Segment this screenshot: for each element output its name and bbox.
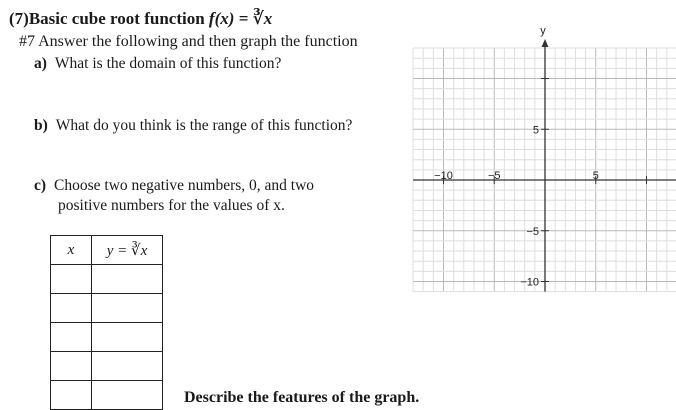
x-tick-label: −5 xyxy=(487,170,501,182)
table-cell-y[interactable] xyxy=(92,352,163,381)
y-tick-label: 5 xyxy=(532,124,539,137)
table-cell-x[interactable] xyxy=(51,265,92,294)
question-c-letter: c) xyxy=(34,177,47,194)
question-a xyxy=(34,55,281,73)
y-axis-label: y xyxy=(540,25,546,38)
tick-labels xyxy=(434,25,599,288)
table-header-y: y = ∛x xyxy=(92,236,163,265)
coordinate-grid[interactable] xyxy=(412,24,676,296)
table-cell-y[interactable] xyxy=(92,294,163,323)
table-cell-x[interactable] xyxy=(51,294,92,323)
y-tick-label: −10 xyxy=(520,276,539,289)
question-c-line2: positive numbers for the values of x. xyxy=(58,197,285,214)
x-tick-label: 5 xyxy=(592,170,599,182)
table-cell-x[interactable] xyxy=(51,323,92,352)
describe-prompt: Describe the features of the graph. xyxy=(184,389,420,406)
title-formula: f(x) = ∛x xyxy=(208,9,273,28)
table-cell-y[interactable] xyxy=(92,323,163,352)
title-text: Basic cube root function xyxy=(28,9,209,28)
question-c xyxy=(34,177,314,195)
table-cell-x[interactable] xyxy=(51,381,92,410)
table-cell-x[interactable] xyxy=(51,352,92,381)
question-b xyxy=(34,117,352,135)
question-b-letter: b) xyxy=(34,117,48,134)
values-table xyxy=(50,235,163,410)
table-row xyxy=(51,265,163,294)
table-cell-y[interactable] xyxy=(92,265,163,294)
y-axis-arrow-icon xyxy=(542,39,549,47)
instruction: #7 Answer the following and then graph the function xyxy=(19,33,358,50)
table-header-x: x xyxy=(51,236,92,265)
table-header-row xyxy=(51,236,163,265)
question-a-text: What is the domain of this function? xyxy=(54,55,282,72)
question-c-text: Choose two negative numbers, 0, and two xyxy=(54,177,315,194)
section-title xyxy=(9,9,272,29)
table-row xyxy=(51,352,163,381)
table-row xyxy=(51,323,163,352)
question-b-text: What do you think is the range of this function? xyxy=(55,117,353,134)
table-row xyxy=(51,294,163,323)
y-tick-label: −5 xyxy=(526,225,539,238)
table-cell-y[interactable] xyxy=(92,381,163,410)
title-prefix: (7) xyxy=(9,9,29,28)
table-row xyxy=(51,381,163,410)
question-a-letter: a) xyxy=(34,55,47,72)
x-tick-label: −10 xyxy=(434,170,453,182)
